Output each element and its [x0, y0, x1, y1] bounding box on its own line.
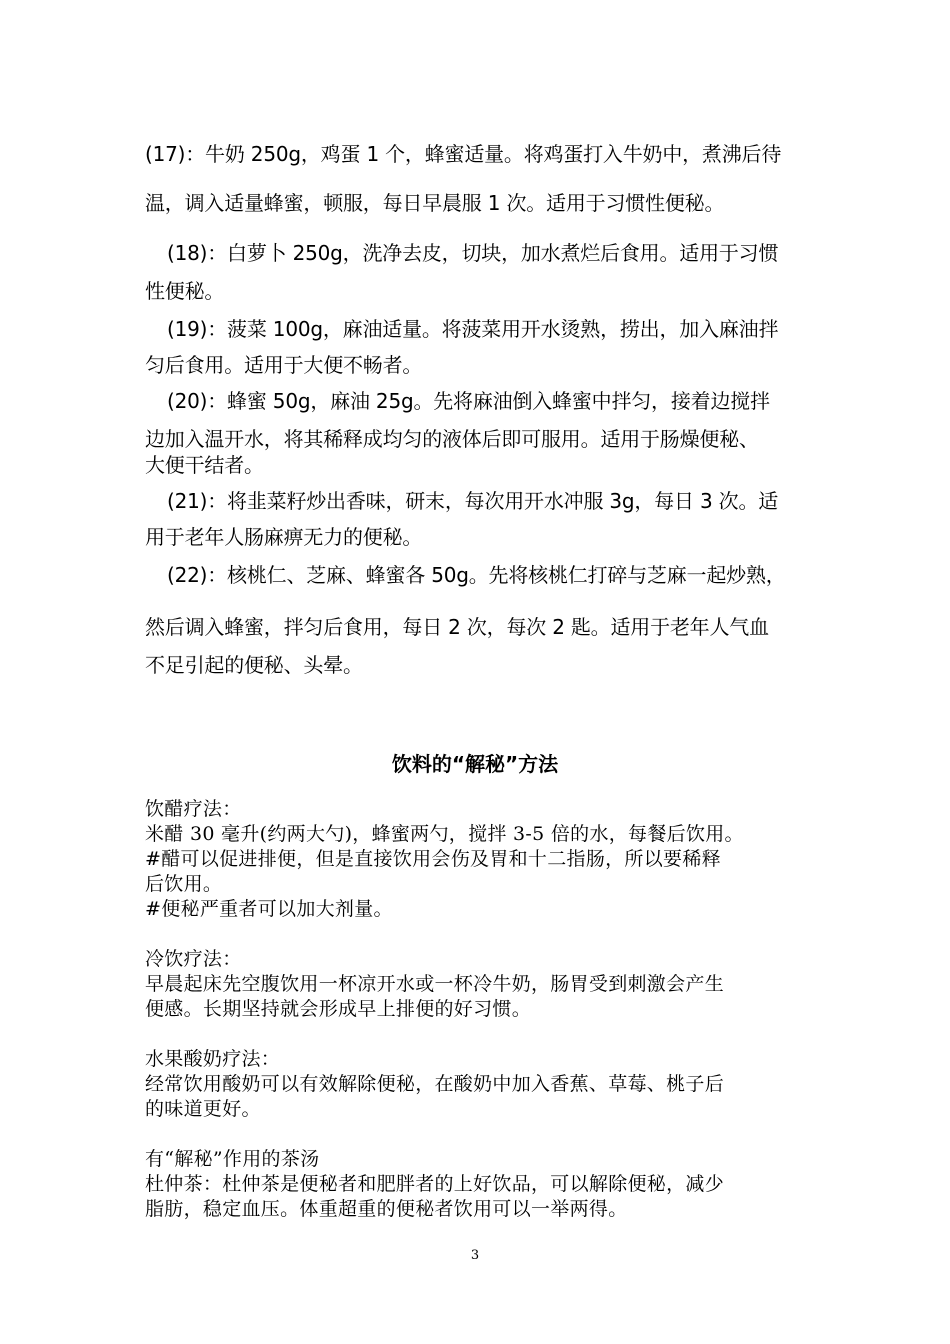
paragraph-line: 便感。长期坚持就会形成早上排便的好习惯。 — [145, 998, 532, 1020]
method-heading: 有“解秘”作用的茶汤 — [145, 1148, 320, 1170]
paragraph-line: 边加入温开水，将其稀释成均匀的液体后即可服用。适用于肠燥便秘、 — [145, 427, 759, 451]
paragraph-line: 早晨起床先空腹饮用一杯凉开水或一杯冷牛奶，肠胃受到刺激会产生 — [145, 973, 725, 995]
paragraph-line: 性便秘。 — [145, 279, 225, 303]
paragraph-line: #便秘严重者可以加大剂量。 — [145, 898, 393, 920]
page-number: 3 — [470, 1248, 480, 1263]
paragraph-line: 不足引起的便秘、头晕。 — [145, 653, 363, 677]
paragraph-line: 匀后食用。适用于大便不畅者。 — [145, 353, 423, 377]
paragraph-line: 用于老年人肠麻痹无力的便秘。 — [145, 525, 423, 549]
method-heading: 冷饮疗法： — [145, 948, 242, 970]
method-heading: 饮醋疗法： — [145, 798, 242, 820]
paragraph-line: 杜仲茶：杜仲茶是便秘者和肥胖者的上好饮品，可以解除便秘，减少 — [145, 1173, 725, 1195]
paragraph-line: 的味道更好。 — [145, 1098, 261, 1120]
paragraph-line: #醋可以促进排便，但是直接饮用会伤及胃和十二指肠，所以要稀释 — [145, 848, 721, 870]
paragraph-line: (22)：核桃仁、芝麻、蜂蜜各 50g。先将核桃仁打碎与芝麻一起炒熟， — [167, 563, 786, 587]
paragraph-line: 然后调入蜂蜜，拌匀后食用，每日 2 次，每次 2 匙。适用于老年人气血 — [145, 615, 769, 639]
method-heading: 水果酸奶疗法： — [145, 1048, 281, 1070]
paragraph-line: 大便干结者。 — [145, 453, 264, 477]
paragraph-line: 米醋 30 毫升(约两大勺)，蜂蜜两勺，搅拌 3-5 倍的水，每餐后饮用。 — [145, 823, 744, 845]
paragraph-line: (17)：牛奶 250g，鸡蛋 1 个，蜂蜜适量。将鸡蛋打入牛奶中，煮沸后待 — [145, 142, 782, 166]
paragraph-line: (19)：菠菜 100g，麻油适量。将菠菜用开水烫熟，捞出，加入麻油拌 — [167, 317, 779, 341]
paragraph-line: (21)：将韭菜籽炒出香味，研末，每次用开水冲服 3g，每日 3 次。适 — [167, 489, 779, 513]
paragraph-line: (20)：蜂蜜 50g，麻油 25g。先将麻油倒入蜂蜜中拌匀，接着边搅拌 — [167, 389, 770, 413]
paragraph-line: (18)：白萝卜 250g，洗净去皮，切块，加水煮烂后食用。适用于习惯 — [167, 241, 779, 265]
section-title: 饮料的“解秘”方法 — [391, 752, 559, 776]
paragraph-line: 后饮用。 — [145, 873, 223, 895]
paragraph-line: 温，调入适量蜂蜜，顿服，每日早晨服 1 次。适用于习惯性便秘。 — [145, 191, 725, 215]
paragraph-line: 经常饮用酸奶可以有效解除便秘，在酸奶中加入香蕉、草莓、桃子后 — [145, 1073, 725, 1095]
paragraph-line: 脂肪，稳定血压。体重超重的便秘者饮用可以一举两得。 — [145, 1198, 628, 1220]
